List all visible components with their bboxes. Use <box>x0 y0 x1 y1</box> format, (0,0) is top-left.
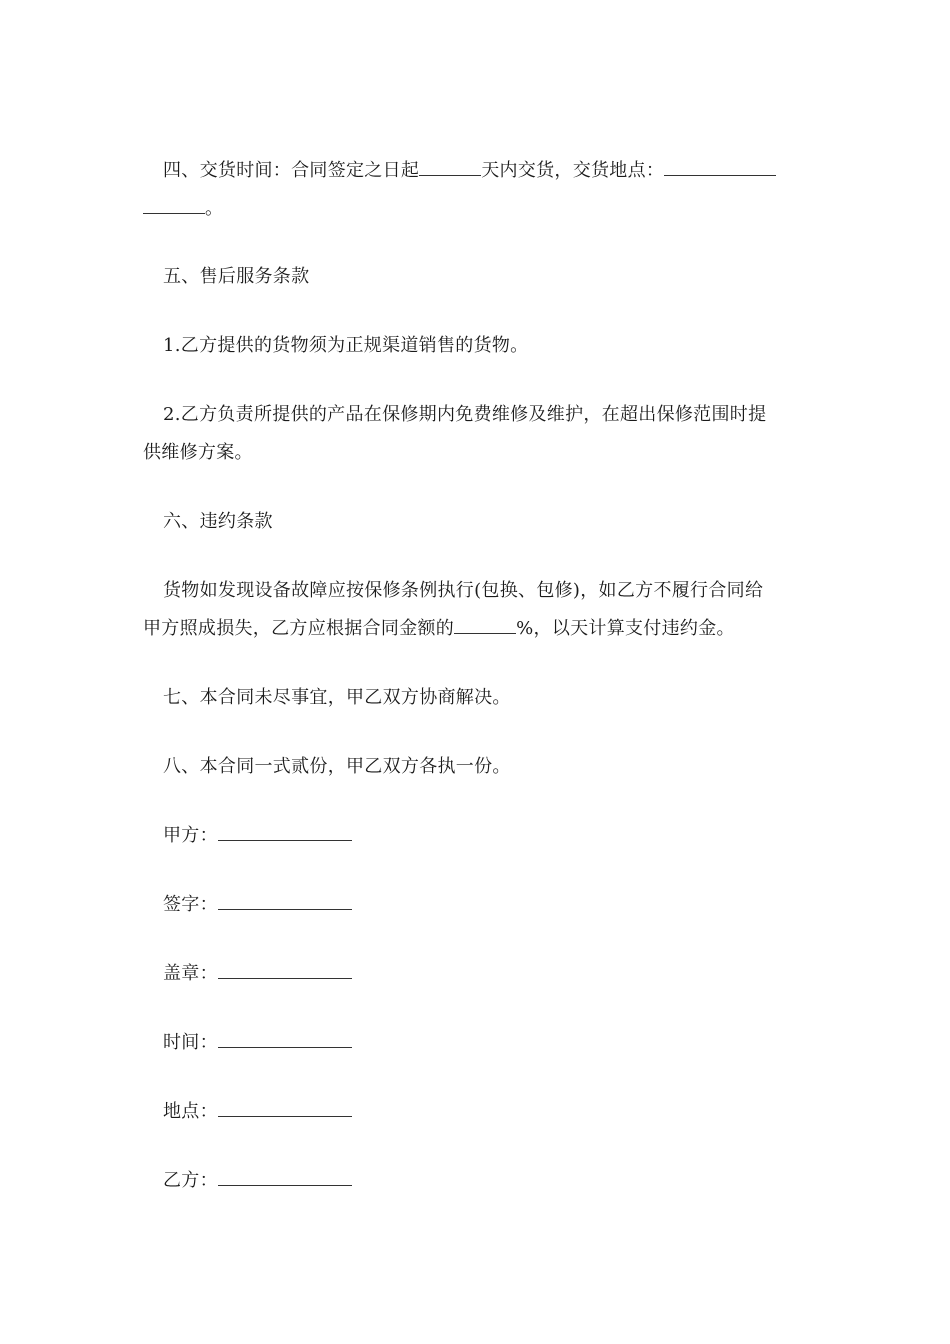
time-blank <box>218 1046 352 1048</box>
party-b-line <box>143 1162 828 1200</box>
after-sales-item-2-line-2: 供维修方案。 <box>143 442 253 463</box>
breach-title: 六、违约条款 <box>163 511 273 532</box>
after-sales-title: 五、售后服务条款 <box>163 266 310 287</box>
delivery-clause-line-1 <box>143 152 828 190</box>
delivery-end-text: 。 <box>205 198 224 219</box>
seal-label: 盖章： <box>163 963 218 984</box>
delivery-place-text: 天内交货，交货地点： <box>481 160 665 181</box>
sign-blank <box>218 908 352 910</box>
party-a-label: 甲方： <box>163 825 218 846</box>
after-sales-item-1: 1.乙方提供的货物须为正规渠道销售的货物。 <box>163 335 529 356</box>
delivery-place-blank-cont <box>143 212 205 214</box>
sign-line <box>143 886 828 924</box>
clause-seven: 七、本合同未尽事宜，甲乙双方协商解决。 <box>163 687 511 708</box>
party-b-blank <box>218 1184 352 1186</box>
party-b-label: 乙方： <box>163 1170 218 1191</box>
delivery-place-blank <box>664 174 776 176</box>
time-line <box>143 1024 828 1062</box>
after-sales-item-2-line-1: 2.乙方负责所提供的产品在保修期内免费维修及维护，在超出保修范围时提 <box>163 404 767 425</box>
breach-percent-blank <box>454 632 516 634</box>
delivery-time-text: 四、交货时间：合同签定之日起 <box>163 160 420 181</box>
place-label: 地点： <box>163 1101 218 1122</box>
delivery-clause-line-2 <box>143 190 808 228</box>
place-line <box>143 1093 828 1131</box>
seal-line <box>143 955 828 993</box>
place-blank <box>218 1115 352 1117</box>
time-label: 时间： <box>163 1032 218 1053</box>
clause-eight: 八、本合同一式贰份，甲乙双方各执一份。 <box>163 756 511 777</box>
delivery-days-blank <box>419 174 481 176</box>
party-a-blank <box>218 839 352 841</box>
sign-label: 签字： <box>163 894 218 915</box>
breach-amount-text: 甲方照成损失，乙方应根据合同金额的 <box>143 618 455 639</box>
seal-blank <box>218 977 352 979</box>
breach-line-2 <box>143 610 808 648</box>
breach-rest-text: %，以天计算支付违约金。 <box>516 618 735 639</box>
party-a-line <box>143 817 828 855</box>
breach-line-1: 货物如发现设备故障应按保修条例执行(包换、包修)，如乙方不履行合同给 <box>163 580 764 601</box>
